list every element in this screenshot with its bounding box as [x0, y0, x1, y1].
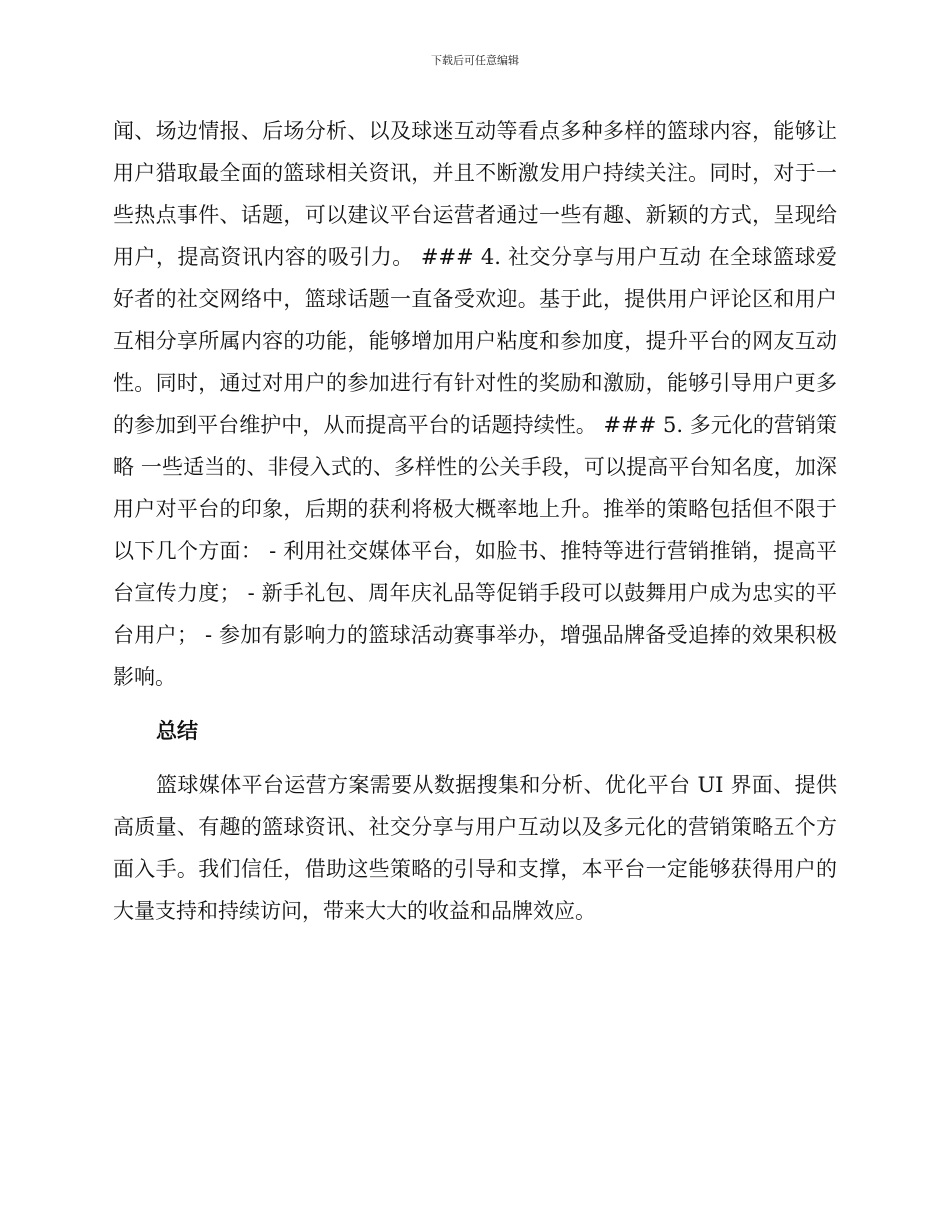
document-body — [113, 110, 837, 932]
page-header: 下载后可任意编辑 — [431, 54, 519, 67]
body-paragraph-continued: 闻、场边情报、后场分析、以及球迷互动等看点多种多样的篮球内容，能够让用户猎取最全面的篮球相关资讯，并且不断激发用户持续关注。同时，对于一些热点事件、话题，可以建议平台运营者通过一些有趣、新颖的方式，呈现给用户，提高资讯内容的吸引力。 ### 4. 社交分享与用户互动 在全球篮球爱好者的社交网络中，篮球话题一直备受欢迎。基于此，提供用户评论区和用户互相分享所属内容的功能，能够增加用户粘度和参加度，提升平台的网友互动性。同时，通过对用户的参加进行有针对性的奖励和激励，能够引导用户更多的参加到平台维护中，从而提高平台的话题持续性。 ### 5. 多元化的营销策略 一些适当的、非侵入式的、多样性的公关手段，可以提高平台知名度，加深用户对平台的印象，后期的获利将极大概率地上升。推举的策略包括但不限于以下几个方面： - 利用社交媒体平台，如脸书、推特等进行营销推销，提高平台宣传力度； - 新手礼包、周年庆礼品等促销手段可以鼓舞用户成为忠实的平台用户； - 参加有影响力的篮球活动赛事举办，增强品牌备受追捧的效果积极影响。 — [113, 119, 837, 689]
summary-paragraph: 篮球媒体平台运营方案需要从数据搜集和分析、优化平台 UI 界面、提供高质量、有趣的篮球资讯、社交分享与用户互动以及多元化的营销策略五个方面入手。我们信任，借助这些策略的引导和支撑，本平台一定能够获得用户的大量支持和持续访问，带来大大的收益和品牌效应。 — [113, 773, 837, 923]
summary-heading: 总结 — [156, 719, 198, 743]
